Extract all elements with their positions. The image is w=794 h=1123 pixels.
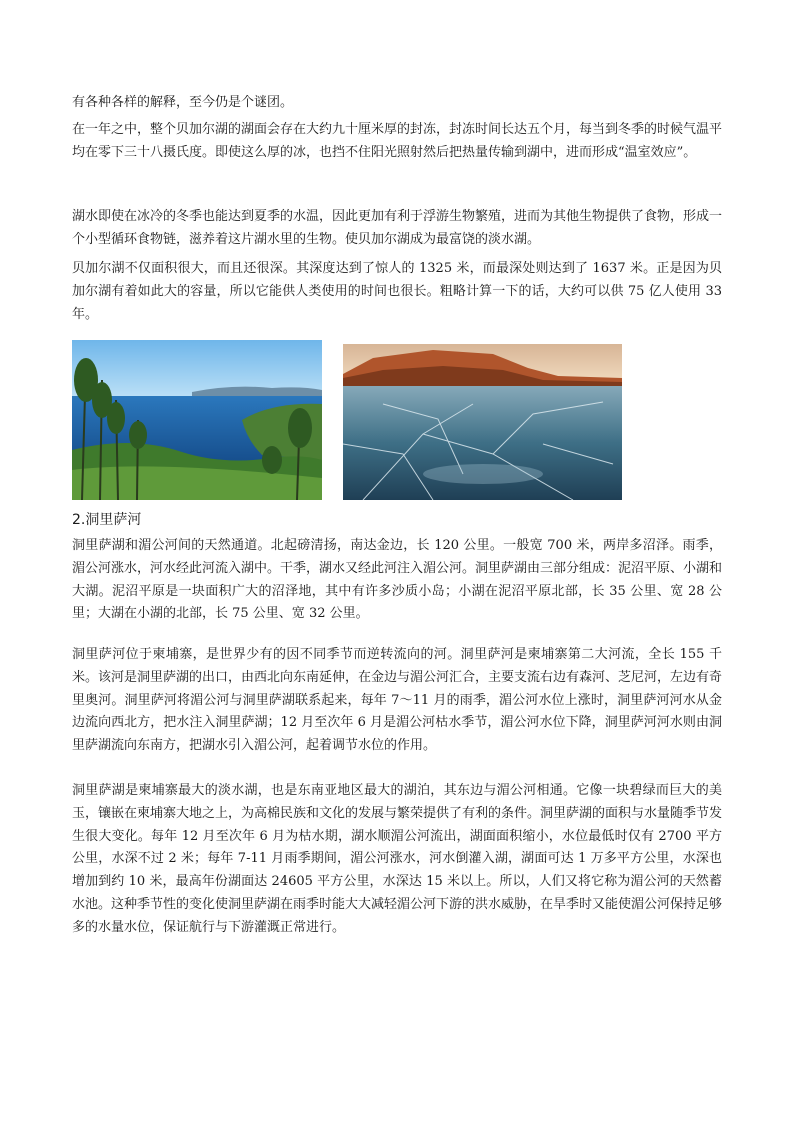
section-paragraph-1: 洞里萨湖和湄公河间的天然通道。北起磅清扬，南达金边，长 120 公里。一般宽 700 米，两岸多沼泽。雨季，湄公河涨水，河水经此河流入湖中。干季，湖水又经此河注入湄公河。洞里萨湖由三部分组成：泥沼平原、小湖和大湖。泥沼平原是一块面积广大的沼泽地，其中有许多沙质小岛；小湖在泥沼平原北部，长 35 公里、宽 28 公里；大湖在小湖的北部，长 75 公里、宽 32 公里。 (72, 538, 723, 622)
section-paragraph-2: 洞里萨河位于柬埔寨，是世界少有的因不同季节而逆转流向的河。洞里萨河是柬埔寨第二大河流，全长 155 千米。该河是洞里萨湖的出口，由西北向东南延伸，在金边与湄公河汇合，主要支流右边有森河、芝尼河，左边有奇里奥河。洞里萨河将湄公河与洞里萨湖联系起来，每年 7～11 月的雨季，湄公河水位上涨时，洞里萨河河水从金边流向西北方，把水注入洞里萨湖；12 月至次年 6 月是湄公河枯水季节，湄公河水位下降，洞里萨河河水则由洞里萨湖流向东南方，把湖水引入湄公河，起着调节水位的作用。 (72, 647, 723, 754)
section-paragraph-3: 洞里萨湖是柬埔寨最大的淡水湖，也是东南亚地区最大的湖泊，其东边与湄公河相通。它像一块碧绿而巨大的美玉，镶嵌在柬埔寨大地之上，为高棉民族和文化的发展与繁荣提供了有利的条件。洞里萨湖的面积与水量随季节发生很大变化。每年 12 月至次年 6 月为枯水期，湖水顺湄公河流出，湖面面积缩小，水位最低时仅有 2700 平方公里，水深不过 2 米；每年 7-11 月雨季期间，湄公河涨水，河水倒灌入湖，湖面可达 1 万多平方公里，水深也增加到约 10 米，最高年份湖面达 24605 平方公里，水深达 15 米以上。所以，人们又将它称为湄公河的天然蓄水池。这种季节性的变化使洞里萨湖在雨季时能大大减轻湄公河下游的洪水威胁，在旱季时又能使湄公河保持足够多的水量水位，保证航行与下游灌溉正常进行。 (72, 783, 723, 935)
paragraph-4: 贝加尔湖不仅面积很大，而且还很深。其深度达到了惊人的 1325 米，而最深处则达到了 1637 米。正是因为贝加尔湖有着如此大的容量，所以它能供人类使用的时间也很长。粗略计算一下的话，大约可以供 75 亿人使用 33 年。 (72, 261, 722, 322)
frozen-lake-photo (343, 344, 622, 500)
paragraph-3: 湖水即使在冰冷的冬季也能达到夏季的水温，因此更加有利于浮游生物繁殖，进而为其他生物提供了食物，形成一个小型循环食物链，滋养着这片湖水里的生物。使贝加尔湖成为最富饶的淡水湖。 (72, 209, 723, 247)
section-heading: 2.洞里萨河 (72, 512, 142, 528)
paragraph-1: 有各种各样的解释，至今仍是个谜团。 (72, 95, 294, 110)
lake-summer-photo (72, 340, 322, 500)
paragraph-2: 在一年之中，整个贝加尔湖的湖面会存在大约九十厘米厚的封冻，封冻时间长达五个月，每当到冬季的时候气温平均在零下三十八摄氏度。即使这么厚的冰，也挡不住阳光照射然后把热量传输到湖中，进而形成“温室效应”。 (72, 122, 723, 160)
